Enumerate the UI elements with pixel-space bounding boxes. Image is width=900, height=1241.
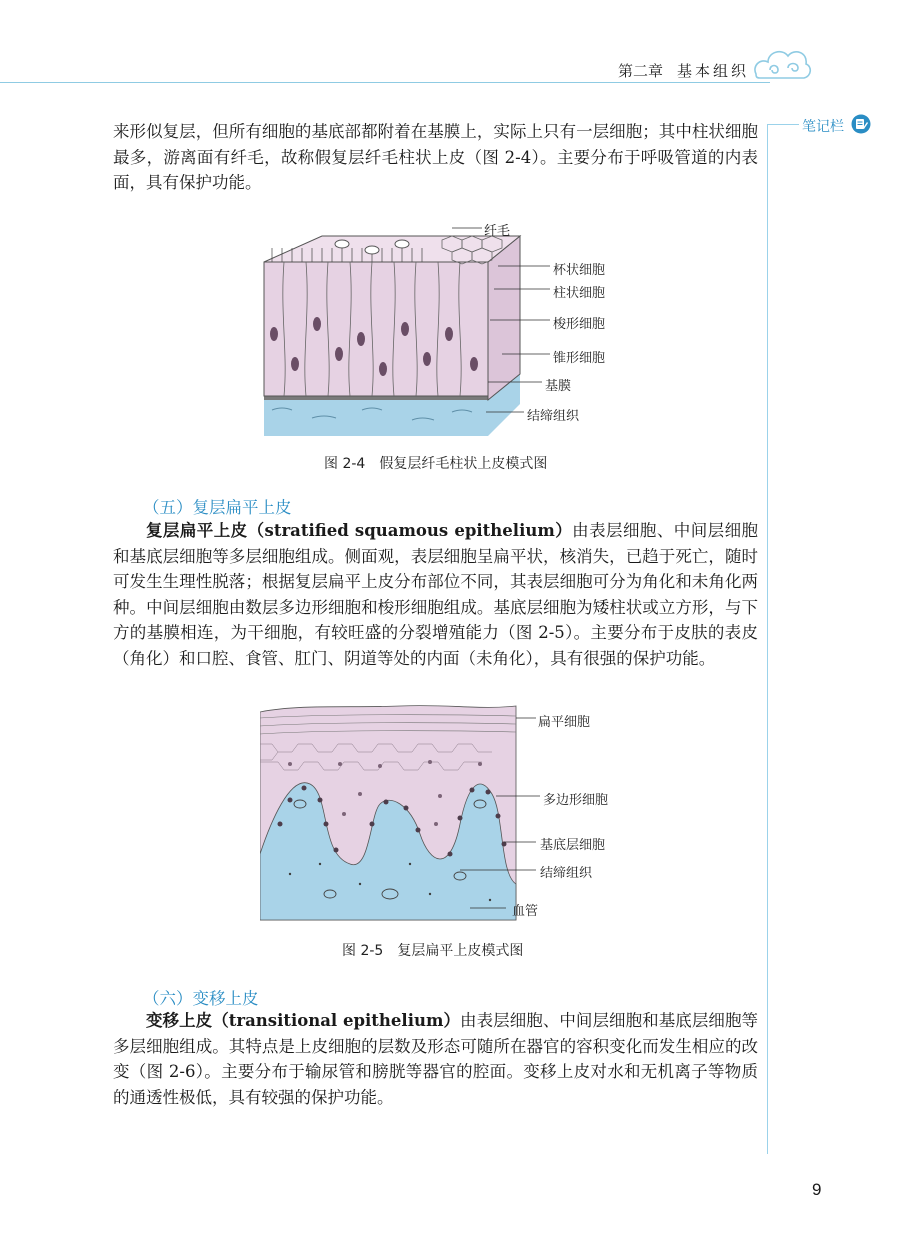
fig-2-5-label-polygonal-cell: 多边形细胞 bbox=[543, 793, 609, 808]
fig-2-5-label-blood-vessel: 血管 bbox=[512, 904, 539, 919]
basement-membrane bbox=[264, 396, 488, 400]
fig-2-5-label-basal-cell: 基底层细胞 bbox=[540, 838, 606, 853]
chapter-label: 第二章 bbox=[618, 62, 664, 80]
figure-2-5-caption: 图 2-5 复层扁平上皮模式图 bbox=[342, 943, 524, 959]
paragraph-pseudostratified bbox=[113, 119, 758, 196]
fig-2-4-label-fusiform-cell: 梭形细胞 bbox=[553, 317, 606, 332]
epithelium-side-face bbox=[488, 236, 520, 400]
section-heading-stratified-squamous: （五）复层扁平上皮 bbox=[143, 498, 292, 517]
running-header bbox=[618, 60, 749, 81]
figure-2-4-caption: 图 2-4 假复层纤毛柱状上皮模式图 bbox=[324, 456, 548, 472]
notes-column-rule bbox=[767, 124, 768, 1154]
term-transitional: 变移上皮 bbox=[146, 1011, 213, 1030]
figure-2-5-illustration bbox=[260, 704, 593, 924]
fig-2-4-label-pyramidal-cell: 锥形细胞 bbox=[553, 351, 606, 366]
header-rule bbox=[0, 82, 770, 83]
paragraph-stratified-squamous bbox=[113, 518, 758, 671]
fig-2-5-label-connective-tissue: 结缔组织 bbox=[540, 866, 593, 881]
term-stratified-squamous: 复层扁平上皮 bbox=[146, 521, 248, 540]
term-english-stratified-squamous: （stratified squamous epithelium） bbox=[247, 521, 573, 540]
cloud-ornament-icon bbox=[750, 44, 814, 88]
paragraph-transitional bbox=[113, 1008, 758, 1110]
fig-2-4-label-goblet-cell: 杯状细胞 bbox=[553, 263, 606, 278]
fig-2-4-label-basement-membrane: 基膜 bbox=[545, 379, 572, 394]
section-heading-transitional: （六）变移上皮 bbox=[143, 989, 259, 1008]
fig-2-4-label-cilia: 纤毛 bbox=[484, 224, 511, 239]
notes-column-rule-top bbox=[767, 124, 799, 125]
paragraph-text: 由表层细胞、中间层细胞和基底层细胞等多层细胞组成。其特点是上皮细胞的层数及形态可随所在器官的容积变化而发生相应的改变（图 2-6）。主要分布于输尿管和膀胱等器官的腔面。变移上皮对水和无机离子等物质的通透性极低，具有较强的保护功能。 bbox=[113, 1011, 758, 1107]
paragraph-text: 来形似复层，但所有细胞的基底部都附着在基膜上，实际上只有一层细胞；其中柱状细胞最多，游离面有纤毛，故称假复层纤毛柱状上皮（图 2-4）。主要分布于呼吸管道的内表面，具有保护功能。 bbox=[113, 122, 758, 192]
term-english-transitional: （transitional epithelium） bbox=[212, 1011, 461, 1030]
paragraph-text: 由表层细胞、中间层细胞和基底层细胞等多层细胞组成。侧面观，表层细胞呈扁平状，核消失，已趋于死亡，随时可发生生理性脱落；根据复层扁平上皮分布部位不同，其表层细胞可分为角化和未角化两种。中间层细胞由数层多边形细胞和梭形细胞组成。基底层细胞为矮柱状或立方形，与下方的基膜相连，为干细胞，有较旺盛的分裂增殖能力（图 2-5）。主要分布于皮肤的表皮（角化）和口腔、食管、肛门、阴道等处的内面（未角化），具有很强的保护功能。 bbox=[113, 521, 759, 668]
epithelium-front-face bbox=[264, 262, 488, 396]
notes-column-label: 笔记栏 bbox=[802, 119, 844, 135]
fig-2-4-label-columnar-cell: 柱状细胞 bbox=[553, 286, 606, 301]
notepad-pencil-icon bbox=[851, 114, 871, 134]
fig-2-4-label-connective-tissue: 结缔组织 bbox=[527, 409, 580, 424]
chapter-title: 基本组织 bbox=[677, 62, 750, 80]
page-number: 9 bbox=[812, 1180, 822, 1199]
fig-2-5-label-flat-cell: 扁平细胞 bbox=[538, 715, 591, 730]
